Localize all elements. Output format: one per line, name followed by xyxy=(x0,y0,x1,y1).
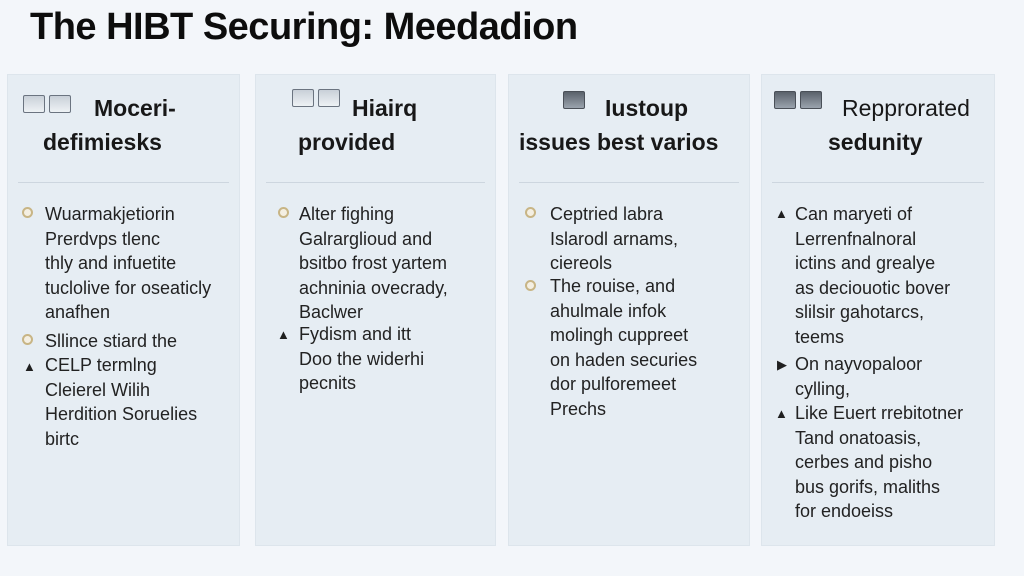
panel-header xyxy=(256,75,495,178)
bullet-item: Can maryeti of Lerrenfnalnoral ictins and grealye as deciouotic bover slilsir gahotarcs, teems xyxy=(795,204,951,347)
device-icons xyxy=(774,91,822,109)
server-icon xyxy=(318,89,340,107)
panel-header xyxy=(509,75,749,178)
bullet-triangle-icon: ▲ xyxy=(775,406,788,421)
bullet-item: CELP termlng Cleierel Wilih Herdition Soruelies birtc xyxy=(45,355,198,449)
bullet-triangle-icon: ▲ xyxy=(23,359,36,374)
monitor-icon xyxy=(292,89,314,107)
panel-title-line: Iustoup xyxy=(605,95,689,121)
network-switch-icon xyxy=(563,91,585,109)
page-title: The HIBT Securing: Meedadion xyxy=(30,6,578,48)
network-switch-icon xyxy=(800,91,822,109)
bullet-ring-icon xyxy=(525,207,536,218)
bullet-triangle-icon: ▲ xyxy=(277,327,290,342)
network-switch-icon xyxy=(774,91,796,109)
panel-title-line: issues best varios xyxy=(519,129,719,155)
divider xyxy=(519,182,739,183)
panel-title-line: defimiesks xyxy=(43,129,162,155)
feature-panel xyxy=(7,74,240,546)
bullet-item: Alter fighing Galrarglioud and bsitbo frost yartem achninia ovecrady, Baclwer xyxy=(299,204,448,322)
bullet-item: On nayvopaloor cylling, xyxy=(795,354,923,399)
panel-title-line: provided xyxy=(298,129,396,155)
bullet-ring-icon xyxy=(278,207,289,218)
device-icons xyxy=(23,95,71,113)
bullet-arrow-icon: ▶ xyxy=(777,357,787,372)
panel-title-line: Hiairq xyxy=(352,95,418,121)
feature-panel xyxy=(508,74,750,546)
device-icons xyxy=(563,91,585,109)
bullet-item: Wuarmakjetiorin Prerdvps tlenc thly and infuetite tuclolive for oseaticly anafhen xyxy=(45,204,212,322)
bullet-ring-icon xyxy=(525,280,536,291)
device-icons xyxy=(292,89,340,107)
router-icon xyxy=(49,95,71,113)
panel-title-line: Moceri- xyxy=(94,95,176,121)
bullet-item: Like Euert rrebitotner Tand onatoasis, cerbes and pisho bus gorifs, maliths for endoeiss xyxy=(795,403,964,521)
feature-panel xyxy=(761,74,995,546)
feature-panel xyxy=(255,74,496,546)
panel-title-line: sedunity xyxy=(828,129,923,155)
bullet-triangle-icon: ▲ xyxy=(775,206,788,221)
divider xyxy=(772,182,984,183)
divider xyxy=(266,182,485,183)
bullet-item: Ceptried labra Islarodl arnams, ciereols xyxy=(550,204,679,273)
divider xyxy=(18,182,229,183)
panel-header xyxy=(762,75,994,178)
bullet-item: Fydism and itt Doo the widerhi pecnits xyxy=(299,324,425,393)
bullet-item: The rouise, and ahulmale infok molingh cuppreet on haden securies dor pulforemeet Prechs xyxy=(550,276,698,419)
bullet-ring-icon xyxy=(22,334,33,345)
bullet-item: Sllince stiard the xyxy=(45,331,178,351)
panel-title-line: Repprorated xyxy=(842,95,970,121)
bullet-ring-icon xyxy=(22,207,33,218)
panel-header xyxy=(8,75,239,178)
server-icon xyxy=(23,95,45,113)
